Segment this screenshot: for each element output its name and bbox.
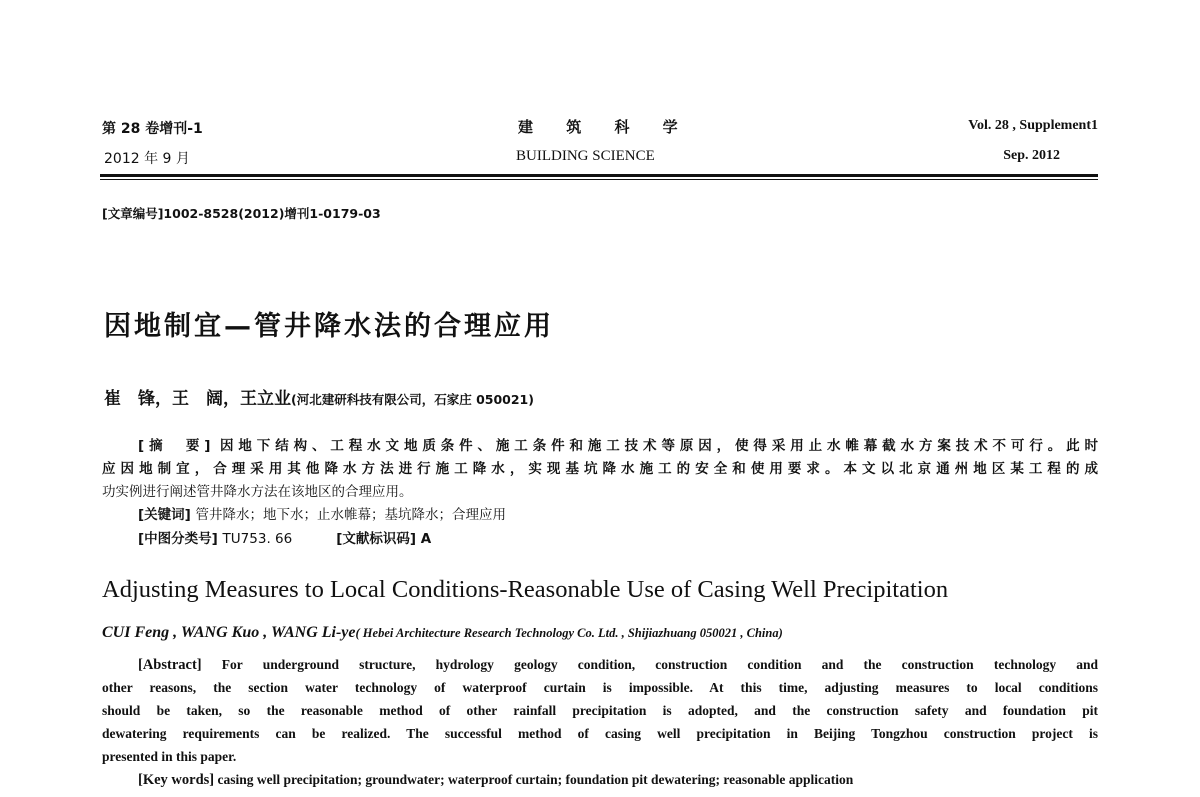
abstract-cn-line-3: 功实例进行阐述管井降水方法在该地区的合理应用。: [102, 484, 413, 500]
abstract-en-label: [Abstract]: [138, 657, 202, 673]
journal-name-cn: 建 筑 科 学: [518, 118, 692, 136]
title-cn: 因地制宜—管井降水法的合理应用: [104, 311, 554, 342]
affiliation-en: ( Hebei Architecture Research Technology Co. Ltd. , Shijiazhuang 050021 , China): [355, 626, 783, 640]
keywords-en: [Key words] casing well precipitation; groundwater; waterproof curtain; foundation pit dewatering; reasonable application: [138, 772, 854, 788]
authors-cn: 崔 锋，王 阔，王立业: [104, 389, 291, 409]
classification: [中图分类号] TU753. 66 [文献标识码] A: [138, 531, 432, 547]
keywords-cn: [关键词] 管井降水；地下水；止水帷幕；基坑降水；合理应用: [138, 507, 507, 523]
header-rule: [100, 174, 1098, 177]
abstract-cn-line-2: 应因地制宜，合理采用其他降水方法进行施工降水，实现基坑降水施工的安全和使用要求。本文以北京通州地区某工程的成: [102, 461, 1098, 477]
authors-cn-line: [104, 384, 534, 409]
volume-cn: 第 28 卷增刊-1: [102, 121, 203, 137]
abstract-cn-line-1: [摘 要] 因地下结构、工程水文地质条件、施工条件和施工技术等原因，使得采用止水帷幕截水方案技术不可行。此时: [138, 438, 1099, 454]
article-number: [文章编号]1002-8528(2012)增刊1-0179-03: [102, 206, 381, 221]
journal-name-en: BUILDING SCIENCE: [516, 148, 655, 164]
date-en: Sep. 2012: [1003, 148, 1060, 163]
abstract-en-line-3: should be taken, so the reasonable method of other rainfall precipitation is adopted, and the construction safety and foundation pit: [102, 703, 1098, 718]
abstract-en-line-5: presented in this paper.: [102, 749, 237, 764]
abstract-en-line-4: dewatering requirements can be realized. The successful method of casing well precipitation in Beijing Tongzhou construction project is: [102, 726, 1098, 741]
affiliation-cn: (河北建研科技有限公司，石家庄 050021): [291, 392, 534, 407]
date-cn: 2012 年 9 月: [104, 151, 190, 167]
abstract-en-line-2: other reasons, the section water technology of waterproof curtain is impossible. At this time, adjusting measures to local conditions: [102, 680, 1098, 695]
abstract-en-line-1: [Abstract] For underground structure, hydrology geology condition, construction condition and the construction technology and: [138, 657, 1099, 673]
title-en: Adjusting Measures to Local Conditions-Reasonable Use of Casing Well Precipitation: [102, 576, 949, 603]
abstract-cn-label: [摘 要]: [138, 438, 211, 454]
authors-en: CUI Feng , WANG Kuo , WANG Li-ye: [102, 624, 356, 641]
authors-en-line: [102, 624, 783, 642]
header-rule-thin: [100, 179, 1098, 180]
volume-en: Vol. 28 , Supplement1: [968, 118, 1098, 133]
